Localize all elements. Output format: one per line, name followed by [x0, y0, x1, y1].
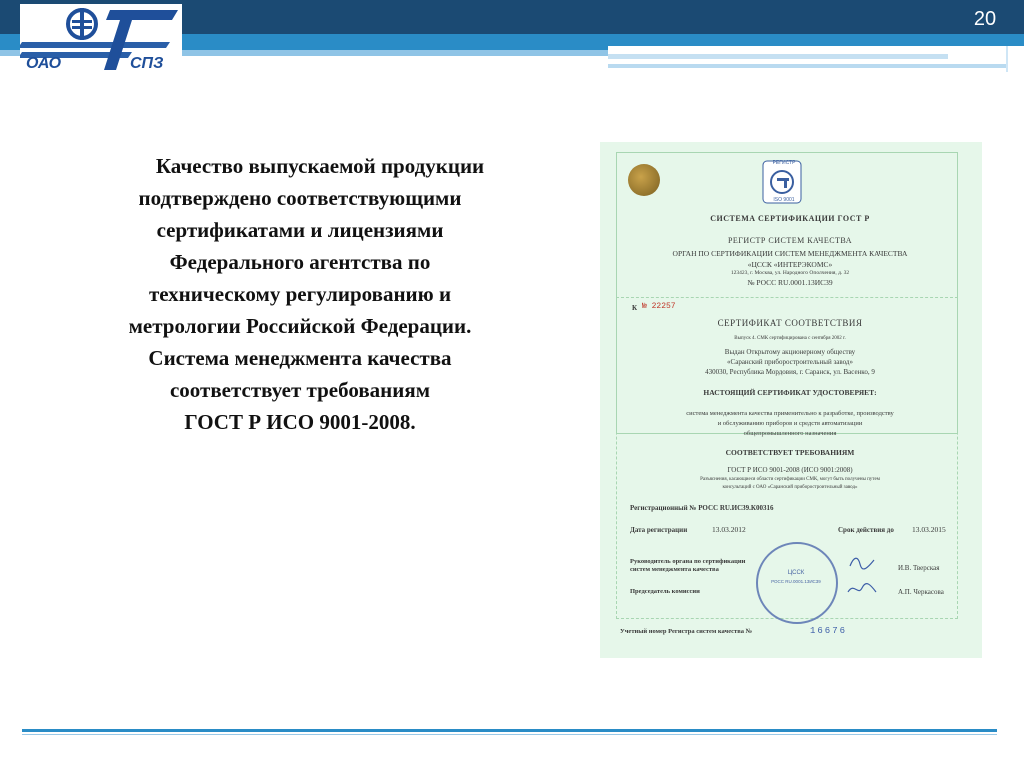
registry-title: РЕГИСТР СИСТЕМ КАЧЕСТВА: [727, 236, 853, 245]
header-decor-line: [608, 64, 1006, 68]
issue-note: Выпуск 4. СМК сертифицирована с сентября 2002 г.: [734, 336, 846, 341]
body-line: подтверждено соответствующими: [138, 186, 462, 210]
body-line: техническому регулированию и: [148, 282, 452, 306]
date-value: 13.03.2012: [712, 525, 746, 534]
registry-number: № РОСС RU.0001.13ИС39: [747, 278, 833, 287]
system-title: СИСТЕМА СЕРТИФИКАЦИИ ГОСТ Р: [710, 214, 870, 223]
head-label: Руководитель органа по сертификации: [630, 558, 746, 565]
registry-logo-text: РЕГИСТР: [772, 160, 796, 166]
company-address: 430030, Республика Мордовия, г. Саранск, ул. Васенко, 9: [705, 368, 875, 376]
company-logo: [20, 4, 182, 74]
footer-line: [22, 729, 997, 732]
chair-label: Председатель комиссии: [630, 588, 700, 595]
body-line: соответствует требованиям: [169, 378, 431, 402]
body-line: Качество выпускаемой продукции: [155, 154, 485, 178]
body-line: ГОСТ Р ИСО 9001-2008.: [184, 410, 416, 434]
stamp-sub: РОСС RU.0001.13ИС39: [771, 579, 821, 584]
scope-line: система менеджмента качества применительно к разработке, производству: [686, 410, 894, 417]
body-line: Федерального агентства по: [169, 250, 431, 274]
scope-line: и обслуживанию приборов и средств автоматизации: [717, 420, 863, 427]
header-notch: [608, 46, 1024, 72]
clarify-line: Разъяснения, касающиеся области сертификации СМК, могут быть получены путем: [700, 477, 880, 482]
clarify-line: консультаций с ОАО «Саранский приборостроительный завод»: [722, 485, 858, 490]
certifies-heading: НАСТОЯЩИЙ СЕРТИФИКАТ УДОСТОВЕРЯЕТ:: [703, 388, 877, 397]
certificate-image: [600, 142, 982, 658]
company-name: «Саранский приборостроительный завод»: [727, 358, 853, 366]
footer-line-thin: [22, 734, 997, 735]
chair-name: А.П. Черкасова: [898, 588, 944, 596]
organ-name: «ЦССК «ИНТЕРЭКОМС»: [747, 260, 833, 269]
issued-to: Выдан Открытому акционерному обществу: [724, 348, 856, 356]
registry-logo-sub: ISO 9001: [773, 197, 795, 203]
k-number: № 22257: [642, 302, 676, 311]
header-decor-line: [608, 54, 948, 59]
date-label: Дата регистрации: [630, 526, 688, 534]
company-logo-graphic: [20, 4, 182, 74]
body-text: [55, 150, 545, 438]
registration-number: Регистрационный № РОСС RU.ИС39.К00316: [630, 504, 774, 512]
registry-account-number: 16676: [810, 626, 848, 636]
certificate-title: СЕРТИФИКАТ СООТВЕТСТВИЯ: [717, 318, 863, 328]
stamp-text: ЦССК: [787, 570, 805, 576]
header-decor-vline: [1006, 46, 1008, 72]
registry-account-label: Учетный номер Регистра систем качества №: [620, 628, 753, 635]
logo-right-text: СПЗ: [130, 55, 164, 72]
body-line: сертификатами и лицензиями: [156, 218, 444, 242]
head-name: И.В. Тверская: [898, 564, 940, 572]
head-label: систем менеджмента качества: [630, 566, 719, 573]
organ-address: 123423, г. Москва, ул. Народного Ополчения, д. 32: [730, 270, 850, 276]
scope-line: общепромышленного назначения: [743, 430, 837, 437]
seal-icon: [628, 164, 660, 196]
slide-number: 20: [973, 8, 997, 30]
logo-left-text: ОАО: [26, 55, 62, 72]
signature-icon: [846, 582, 878, 598]
body-line: Система менеджмента качества: [148, 346, 452, 370]
k-label: К: [632, 304, 638, 312]
signature-icon: [848, 554, 876, 572]
complies-heading: СООТВЕТСТВУЕТ ТРЕБОВАНИЯМ: [725, 448, 855, 457]
valid-value: 13.03.2015: [912, 525, 946, 534]
body-line: метрологии Российской Федерации.: [128, 314, 472, 338]
organ-title: ОРГАН ПО СЕРТИФИКАЦИИ СИСТЕМ МЕНЕДЖМЕНТА КАЧЕСТВА: [672, 249, 908, 258]
standard-text: ГОСТ Р ИСО 9001-2008 (ИСО 9001:2008): [727, 466, 853, 474]
valid-label: Срок действия до: [838, 526, 894, 534]
